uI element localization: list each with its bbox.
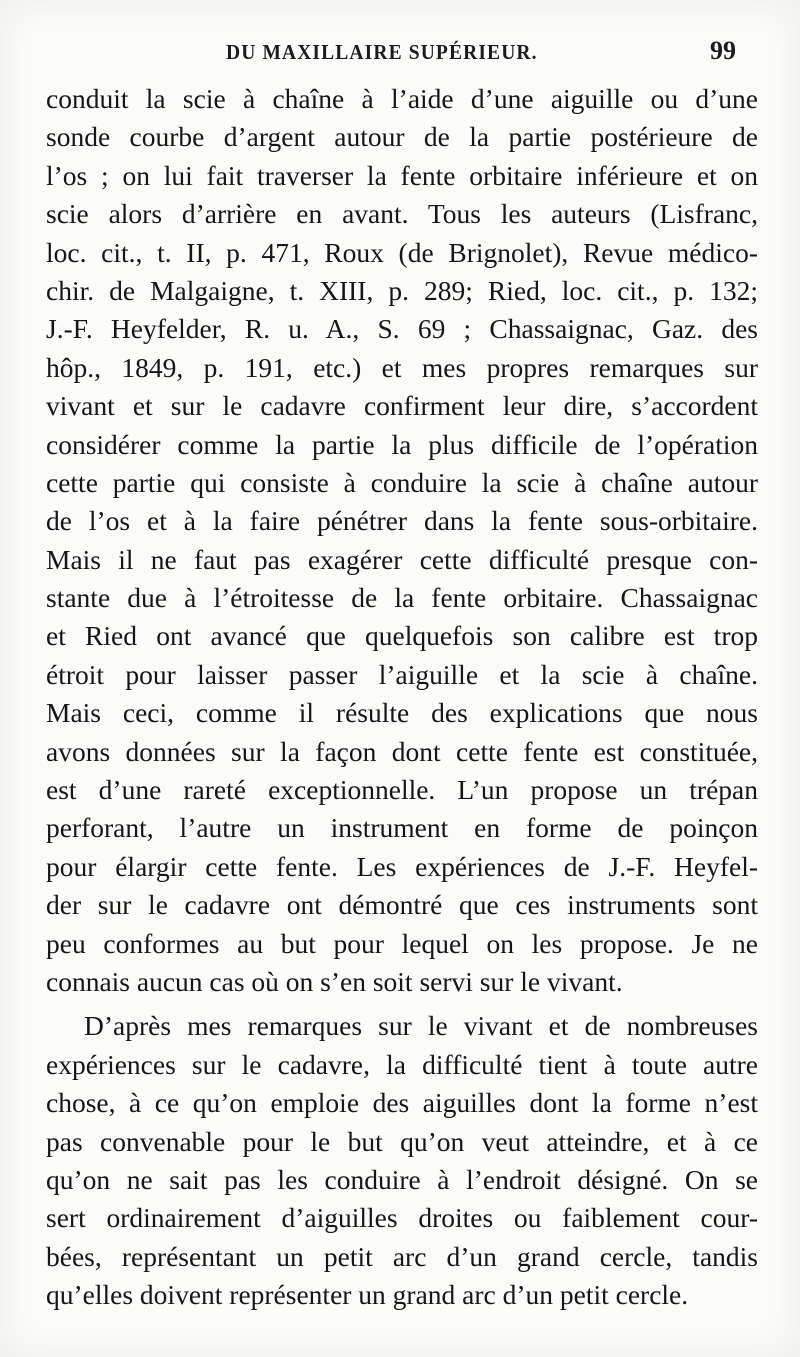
text-line: chir. de Malgaigne, t. XIII, p. 289; Ried, loc. cit., p. 132; bbox=[46, 274, 758, 306]
text-line: loc. cit., t. II, p. 471, Roux (de Brignolet), Revue médico- bbox=[46, 236, 758, 268]
text-line: qu’elles doivent représenter un grand arc d’un petit cercle. bbox=[46, 1279, 689, 1311]
text-line: scie alors d’arrière en avant. Tous les auteurs (Lisfranc, bbox=[46, 198, 758, 230]
text-line: J.-F. Heyfelder, R. u. A., S. 69 ; Chassaignac, Gaz. des bbox=[46, 313, 758, 345]
text-line: qu’on ne sait pas les conduire à l’endroit désigné. On se bbox=[46, 1163, 758, 1195]
text-line: der sur le cadavre ont démontré que ces instruments sont bbox=[46, 889, 758, 921]
text-line: avons données sur la façon dont cette fente est constituée, bbox=[46, 735, 758, 767]
body-text bbox=[46, 80, 758, 1315]
running-header bbox=[0, 36, 800, 70]
text-line: sert ordinairement d’aiguilles droites ou faiblement cour- bbox=[46, 1202, 758, 1234]
text-line: et Ried ont avancé que quelquefois son calibre est trop bbox=[46, 620, 758, 652]
paragraph-1 bbox=[46, 80, 758, 1001]
text-line: D’après mes remarques sur le vivant et de nombreuses bbox=[84, 1010, 758, 1042]
text-line: vivant et sur le cadavre confirment leur dire, s’accordent bbox=[46, 390, 758, 422]
text-line: hôp., 1849, p. 191, etc.) et mes propres remarques sur bbox=[46, 351, 758, 383]
text-line: de l’os et à la faire pénétrer dans la fente sous-orbitaire. bbox=[46, 505, 758, 537]
text-line: pas convenable pour le but qu’on veut atteindre, et à ce bbox=[46, 1125, 758, 1157]
text-line: étroit pour laisser passer l’aiguille et la scie à chaîne. bbox=[46, 658, 758, 690]
running-title: DU MAXILLAIRE SUPÉRIEUR. bbox=[226, 40, 538, 64]
text-line: connais aucun cas où on s’en soit servi sur le vivant. bbox=[46, 965, 623, 997]
text-line: chose, à ce qu’on emploie des aiguilles dont la forme n’est bbox=[46, 1087, 758, 1119]
text-line: Mais ceci, comme il résulte des explications que nous bbox=[46, 697, 758, 729]
text-line: bées, représentant un petit arc d’un grand cercle, tandis bbox=[46, 1240, 758, 1272]
text-line: Mais il ne faut pas exagérer cette difficulté presque con- bbox=[46, 543, 758, 575]
text-line: considérer comme la partie la plus difficile de l’opération bbox=[46, 428, 758, 460]
page-number: 99 bbox=[710, 36, 736, 65]
text-line: stante due à l’étroitesse de la fente orbitaire. Chassaignac bbox=[46, 582, 758, 614]
text-line: sonde courbe d’argent autour de la partie postérieure de bbox=[46, 121, 758, 153]
text-line: cette partie qui consiste à conduire la scie à chaîne autour bbox=[46, 466, 758, 498]
text-line: est d’une rareté exceptionnelle. L’un propose un trépan bbox=[46, 774, 758, 806]
text-line: l’os ; on lui fait traverser la fente orbitaire inférieure et on bbox=[46, 159, 758, 191]
paragraph-2 bbox=[46, 1007, 758, 1314]
text-line: pour élargir cette fente. Les expériences de J.-F. Heyfel- bbox=[46, 850, 758, 882]
text-line: peu conformes au but pour lequel on les propose. Je ne bbox=[46, 927, 758, 959]
text-line: conduit la scie à chaîne à l’aide d’une aiguille ou d’une bbox=[46, 83, 758, 114]
text-line: perforant, l’autre un instrument en forme de poinçon bbox=[46, 812, 758, 844]
text-line: expériences sur le cadavre, la difficulté tient à toute autre bbox=[46, 1048, 758, 1080]
